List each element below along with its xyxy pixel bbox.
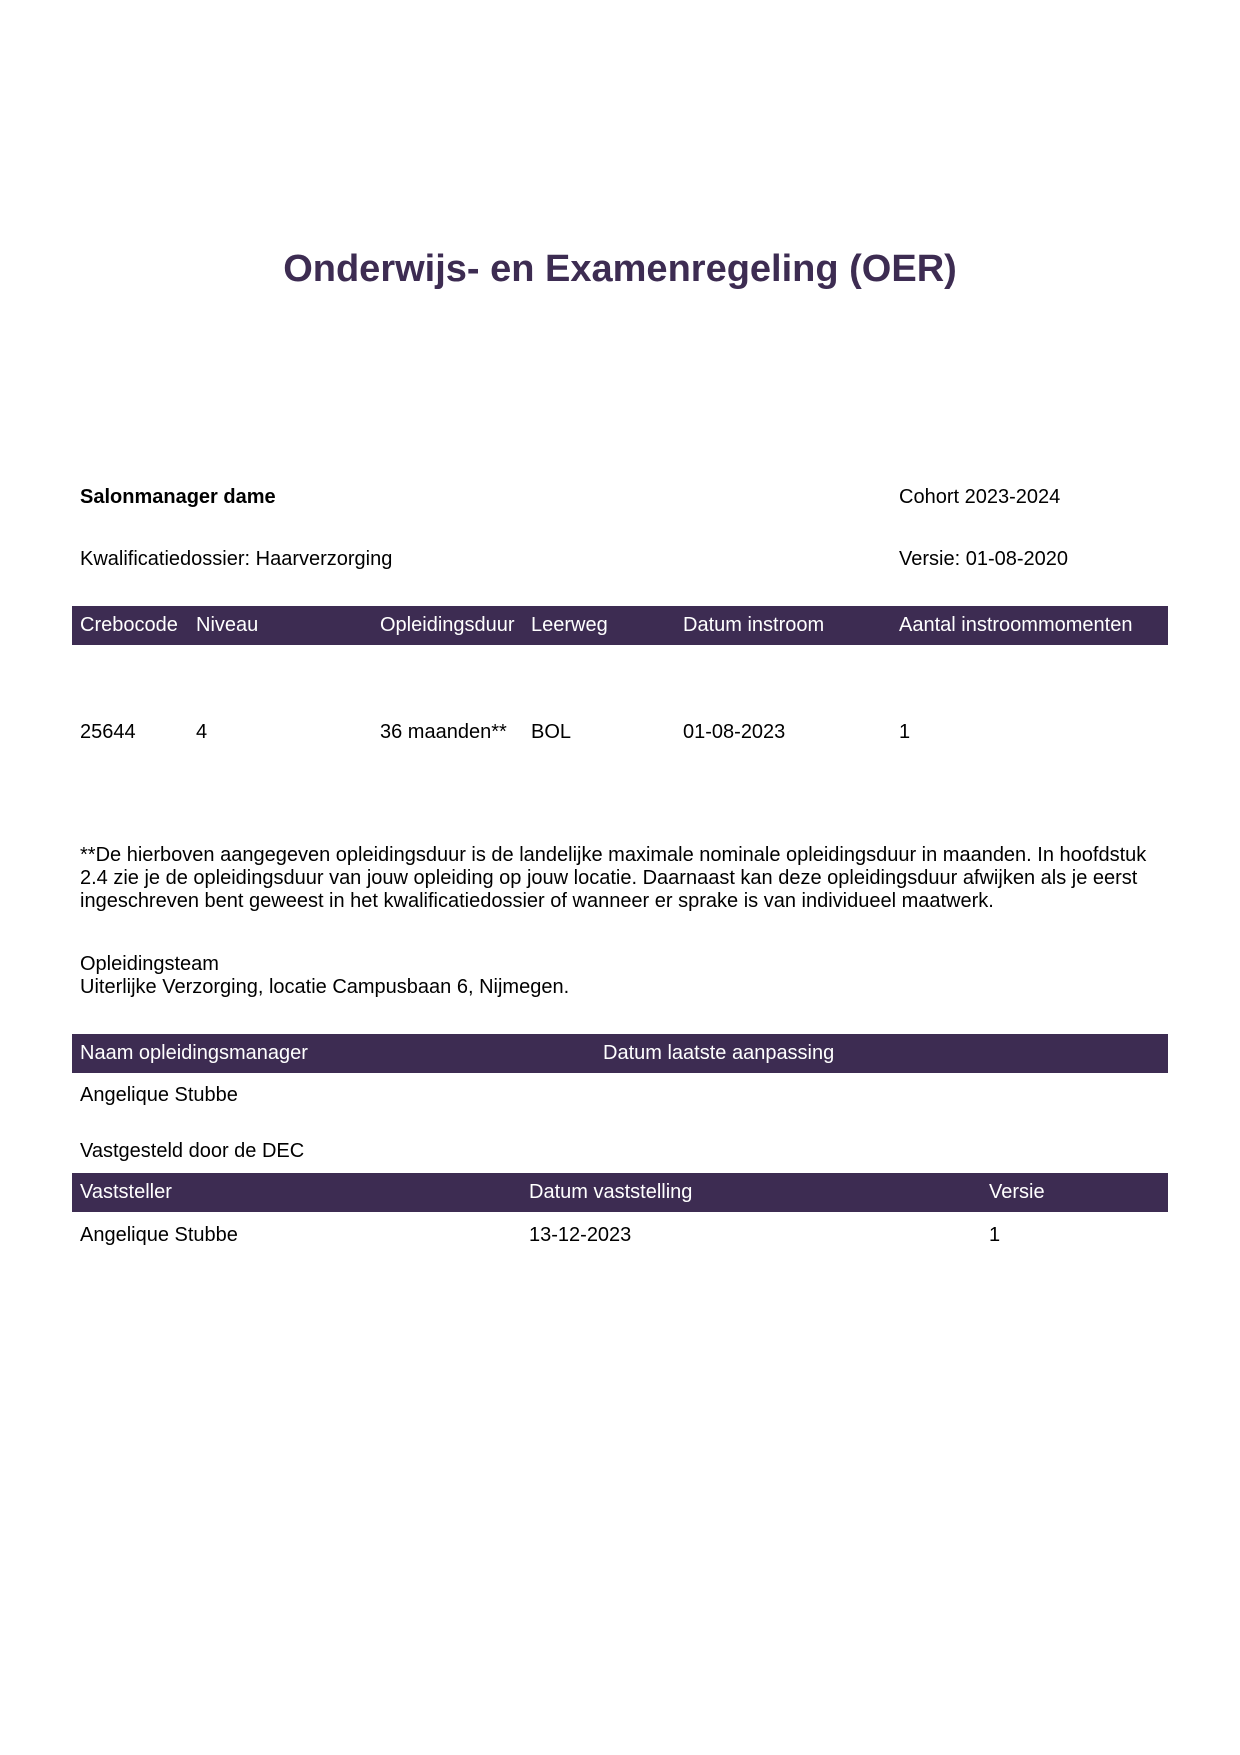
header-datum-laatste-aanpassing: Datum laatste aanpassing <box>603 1042 835 1064</box>
team-label: Opleidingsteam <box>80 953 219 975</box>
approval-table-header <box>72 1173 1168 1212</box>
header-opleidingsduur: Opleidingsduur <box>380 614 515 636</box>
header-datum-vaststelling: Datum vaststelling <box>529 1181 693 1203</box>
cell-manager-name: Angelique Stubbe <box>80 1084 238 1106</box>
page-title: Onderwijs- en Examenregeling (OER) <box>283 248 957 290</box>
established-by: Vastgesteld door de DEC <box>80 1140 305 1162</box>
team-block <box>80 953 569 999</box>
qualification-dossier: Kwalificatiedossier: Haarverzorging <box>80 548 393 570</box>
header-versie: Versie <box>989 1181 1045 1203</box>
footnote: **De hierboven aangegeven opleidingsduur is de landelijke maximale nominale opleidingsduur in maanden. In hoofdstuk 2.4 zie je de opleidingsduur van jouw opleiding op jouw locatie. Daarnaast kan deze opleidingsduur afwijken als je eerst ingeschreven bent geweest in het kwalificatiedossier of wanneer er sprake is van individueel maatwerk. <box>80 844 1147 912</box>
header-vaststeller: Vaststeller <box>80 1181 172 1203</box>
cell-opleidingsduur: 36 maanden** <box>380 721 507 743</box>
header-crebocode: Crebocode <box>80 614 178 636</box>
manager-table-header <box>72 1034 1168 1073</box>
program-table-header <box>72 606 1168 645</box>
team-location: Uiterlijke Verzorging, locatie Campusbaan 6, Nijmegen. <box>80 976 570 998</box>
cell-leerweg: BOL <box>531 721 572 743</box>
cell-aantal-instroommomenten: 1 <box>899 721 911 743</box>
cell-versie: 1 <box>989 1224 1001 1246</box>
header-naam-opleidingsmanager: Naam opleidingsmanager <box>80 1042 308 1064</box>
cell-crebocode: 25644 <box>80 721 136 743</box>
header-leerweg: Leerweg <box>531 614 608 636</box>
header-datum-instroom: Datum instroom <box>683 614 825 636</box>
header-niveau: Niveau <box>196 614 259 636</box>
cell-datum-instroom: 01-08-2023 <box>683 721 786 743</box>
program-name: Salonmanager dame <box>80 486 276 508</box>
cell-vaststeller: Angelique Stubbe <box>80 1224 238 1246</box>
cell-niveau: 4 <box>196 721 208 743</box>
cohort: Cohort 2023-2024 <box>899 486 1061 508</box>
cell-datum-vaststelling: 13-12-2023 <box>529 1224 632 1246</box>
version-date: Versie: 01-08-2020 <box>899 548 1069 570</box>
header-aantal-instroommomenten: Aantal instroommomenten <box>899 614 1133 636</box>
